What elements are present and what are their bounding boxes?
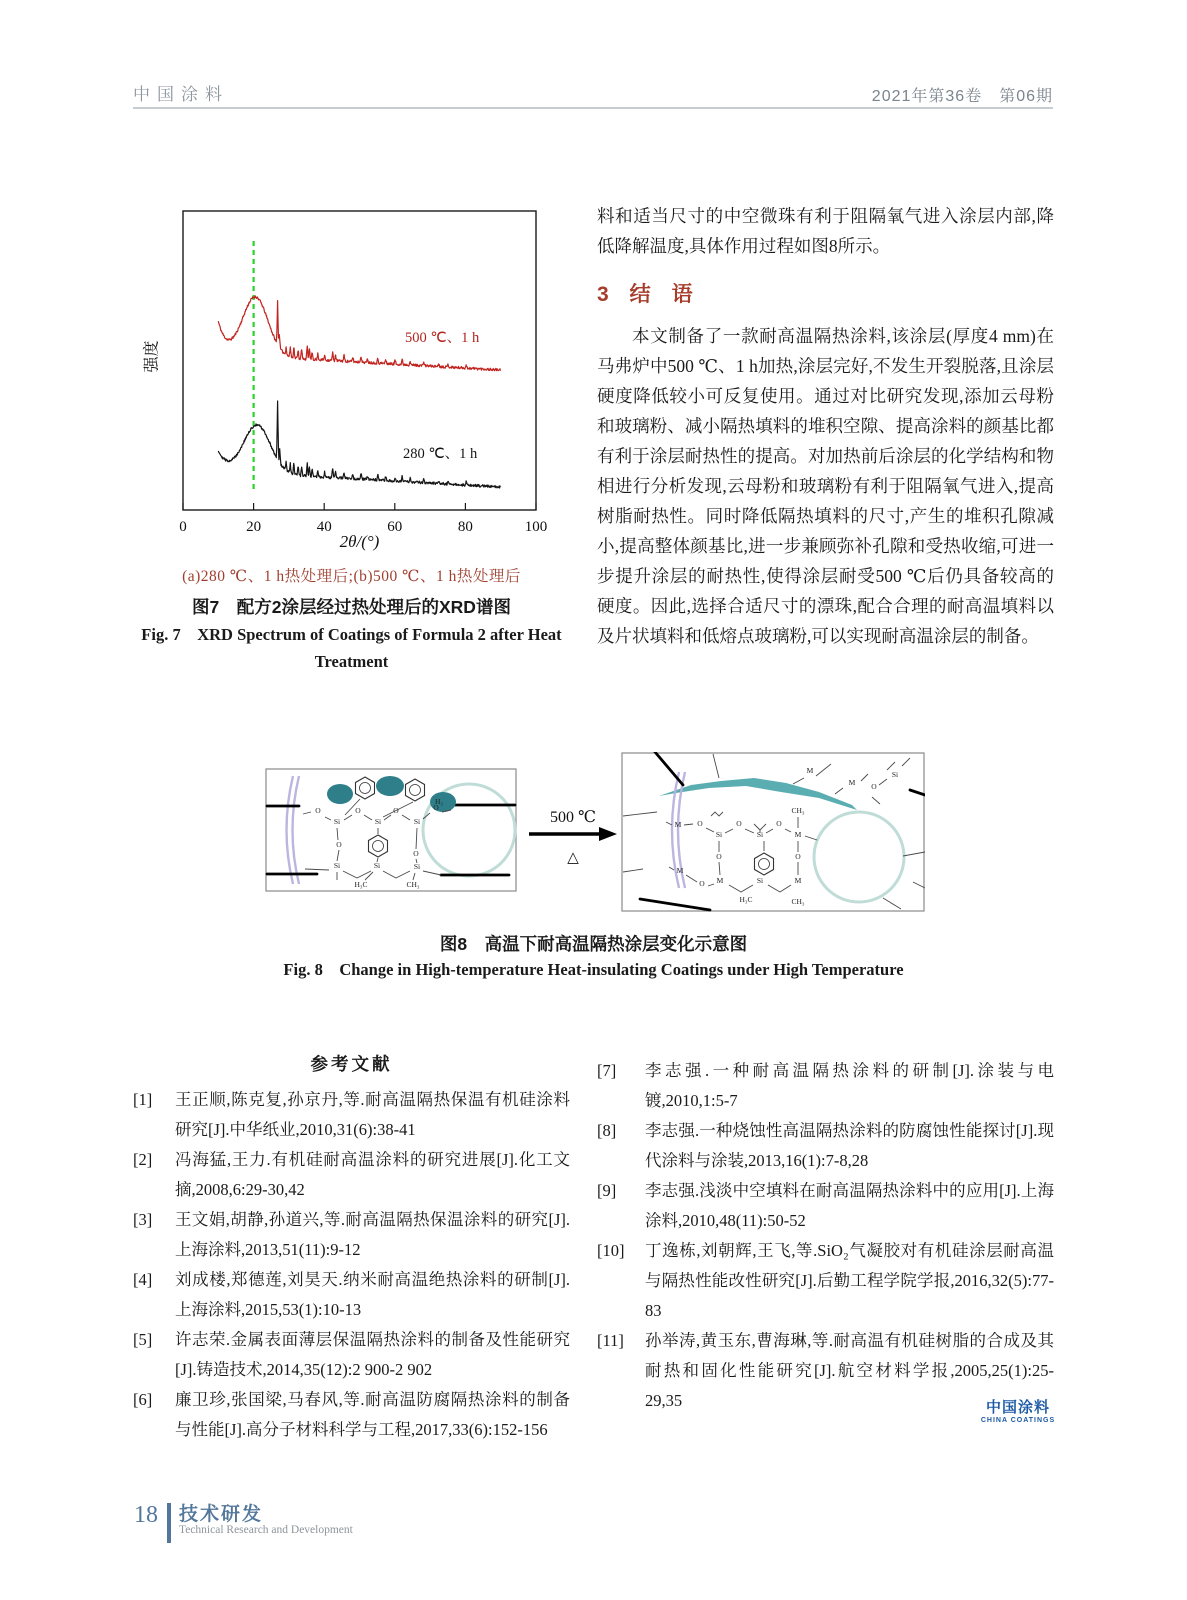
axis-tick-label: 0 — [179, 519, 187, 535]
reference-item — [133, 1205, 570, 1265]
chem-label: O — [795, 852, 801, 861]
chem-label: O — [871, 782, 877, 791]
reference-number: [7] — [597, 1061, 617, 1080]
figure7-caption-zh: 图7 配方2涂层经过热处理后的XRD谱图 — [192, 597, 511, 617]
reference-text: 李志强.一种耐高温隔热涂料的研制[J].涂装与电镀,2010,1:5-7 — [645, 1061, 1054, 1110]
chem-label: CH₃ — [406, 880, 420, 889]
axis-tick-label: 20 — [246, 519, 262, 535]
publisher-logo — [978, 1400, 1058, 1424]
chem-label: CH₃ — [791, 806, 805, 815]
references-left-column — [133, 1085, 570, 1445]
xrd-curve — [218, 401, 500, 488]
reference-text: 孙举涛,黄玉东,曹海琳,等.耐高温有机硅树脂的合成及其耐热和固化性能研究[J].航空材料学报,2005,25(1):25-29,35 — [645, 1331, 1054, 1410]
chem-label: Si — [373, 861, 381, 870]
chem-label: Si — [413, 862, 421, 871]
figure7-caption-en: Fig. 7 XRD Spectrum of Coatings of Formula 2 after Heat Treatment — [141, 625, 562, 671]
footer-column-en: Technical Research and Development — [179, 1524, 353, 1536]
xrd-plot — [159, 201, 559, 546]
reference-number: [4] — [133, 1270, 153, 1289]
plot-border — [183, 211, 536, 510]
reference-item — [133, 1145, 570, 1205]
chem-label: H₃C — [739, 895, 753, 904]
axis-tick-label: 60 — [387, 519, 403, 535]
logo-text-en: CHINA COATINGS — [980, 1416, 1056, 1424]
chem-label: Si — [333, 861, 341, 870]
chem-label: H₃C — [354, 880, 368, 889]
reference-number: [9] — [597, 1181, 617, 1200]
chem-label: M — [674, 820, 682, 829]
reference-number: [6] — [133, 1390, 153, 1409]
reference-text: 王文娟,胡静,孙道兴,等.耐高温隔热保温涂料的研究[J].上海涂料,2013,51(11):9-12 — [175, 1210, 570, 1259]
footer-divider — [167, 1503, 171, 1543]
figure8 — [265, 745, 925, 915]
reference-text: 廉卫珍,张国梁,马春风,等.耐高温防腐隔热涂料的制备与性能[J].高分子材料科学与工程,2017,33(6):152-156 — [175, 1390, 570, 1439]
x-axis-label: 2θ/(°) — [339, 532, 380, 551]
chem-label: O — [736, 819, 742, 828]
chem-label: Si — [715, 830, 723, 839]
chem-label: O — [776, 819, 782, 828]
reference-item — [133, 1325, 570, 1385]
benzene-ring — [369, 835, 388, 857]
conclusion-paragraph: 本文制备了一款耐高温隔热涂料,该涂层(厚度4 mm)在马弗炉中500 ℃、1 h加热,涂层完好,不发生开裂脱落,且涂层硬度降低较小可反复使用。通过对比研究发现,添加云母粉和玻璃粉、减小隔热填料的堆积空隙、提高涂料的颜基比都有利于涂层耐热性的提高。对加热前后涂层的化学结构和物相进行分析发现,云母粉和玻璃粉有利于阻隔氧气进入,提高树脂耐热性。同时降低隔热填料的尺寸,产生的堆积孔隙减小,提高整体颜基比,进一步兼顾弥补孔隙和受热收缩,可进一步提升涂层的耐热性,使得涂层耐受500 ℃后仍具备较高的硬度。因此,选择合适尺寸的漂珠,配合合理的耐高温填料以及片状填料和低熔点玻璃粉,可以实现耐高温涂层的制备。 — [597, 326, 1054, 646]
reference-number: [5] — [133, 1330, 153, 1349]
chem-label: Si — [413, 817, 421, 826]
reference-text: 丁逸栋,刘朝辉,王飞,等.SiO₂气凝胶对有机硅涂层耐高温与隔热性能改性研究[J].后勤工程学院学报,2016,32(5):77-83 — [645, 1241, 1054, 1320]
chem-label: O — [393, 806, 399, 815]
reference-number: [2] — [133, 1150, 153, 1169]
chem-label: M — [806, 766, 814, 775]
figure8-caption-zh: 图8 高温下耐高温隔热涂层变化示意图 — [439, 934, 748, 954]
page-number: 18 — [134, 1502, 158, 1528]
axis-tick-label: 100 — [524, 519, 548, 535]
arrow-temperature-label: 500 ℃ — [550, 809, 596, 826]
chem-label: O — [433, 803, 439, 812]
chem-label: M — [794, 876, 802, 885]
reference-item — [133, 1385, 570, 1445]
section-heading: 3 结 语 — [597, 283, 693, 306]
filler-particle — [327, 784, 353, 804]
reference-item — [597, 1056, 1054, 1116]
reference-text: 许志荣.金属表面薄层保温隔热涂料的制备及性能研究[J].铸造技术,2014,35(12):2 900-2 902 — [175, 1330, 570, 1379]
filler-particle — [376, 776, 404, 796]
paragraph-continuation: 料和适当尺寸的中空微珠有利于阻隔氧气进入涂层内部,降低降解温度,具体作用过程如图8所示。 — [597, 206, 1054, 256]
chem-label: Si — [891, 770, 899, 779]
reaction-arrow-group — [527, 807, 619, 867]
reference-number: [10] — [597, 1241, 625, 1260]
curve-label: 500 ℃、1 h — [405, 330, 480, 346]
chem-label: Si — [333, 817, 341, 826]
figure8-left-panel — [265, 768, 517, 892]
panel-border — [622, 753, 924, 911]
chem-label: CH₃ — [791, 897, 805, 906]
header-rule — [133, 107, 1053, 109]
chem-label: M — [676, 866, 684, 875]
right-arrow-icon — [527, 827, 619, 841]
reference-text: 冯海猛,王力.有机硅耐高温涂料的研究进展[J].化工文摘,2008,6:29-30,42 — [175, 1150, 570, 1199]
figure8-right-panel — [621, 752, 925, 912]
reference-text: 李志强.一种烧蚀性高温隔热涂料的防腐蚀性能探讨[J].现代涂料与涂装,2013,16(1):7-8,28 — [645, 1121, 1054, 1170]
curve-label: 280 ℃、1 h — [403, 446, 478, 462]
reference-item — [597, 1236, 1054, 1326]
reference-item — [133, 1265, 570, 1325]
chem-label: O — [336, 840, 342, 849]
chem-label: Si — [756, 830, 764, 839]
journal-title: 中国涂料 — [133, 85, 229, 104]
chem-label: O — [413, 849, 419, 858]
benzene-ring — [755, 853, 774, 875]
heat-triangle-icon: △ — [567, 850, 579, 866]
chem-label: O — [315, 806, 321, 815]
reference-text: 王正顺,陈克复,孙京丹,等.耐高温隔热保温有机硅涂料研究[J].中华纸业,2010,31(6):38-41 — [175, 1090, 570, 1139]
chem-label: M — [716, 876, 724, 885]
axis-tick-label: 80 — [457, 519, 473, 535]
chem-label: Si — [374, 817, 382, 826]
reference-number: [1] — [133, 1090, 153, 1109]
chem-label: O — [355, 806, 361, 815]
axis-tick-label: 40 — [316, 519, 332, 535]
chem-label: O — [699, 879, 705, 888]
benzene-ring — [406, 779, 425, 801]
reference-number: [3] — [133, 1210, 153, 1229]
chem-label: O — [697, 819, 703, 828]
logo-text-zh: 中国涂料 — [985, 1399, 1050, 1416]
chem-label: O — [716, 852, 722, 861]
chem-label: M — [848, 778, 856, 787]
reference-text: 刘成楼,郑德莲,刘昊天.纳米耐高温绝热涂料的研制[J].上海涂料,2015,53(1):10-13 — [175, 1270, 570, 1319]
figure7-subcaption: (a)280 ℃、1 h热处理后;(b)500 ℃、1 h热处理后 — [182, 568, 521, 585]
reference-number: [8] — [597, 1121, 617, 1140]
chem-label: H₃ — [434, 797, 444, 806]
footer-column-zh: 技术研发 — [179, 1504, 264, 1525]
references-right-column — [597, 1056, 1054, 1416]
chem-label: Si — [756, 876, 764, 885]
reference-item — [597, 1176, 1054, 1236]
issue-info: 2021年第36卷 第06期 — [871, 88, 1053, 105]
y-axis-label: 强度 — [143, 340, 161, 373]
references-heading: 参考文献 — [310, 1054, 393, 1074]
benzene-ring — [356, 777, 375, 799]
reference-number: [11] — [597, 1331, 624, 1350]
chem-label: M — [794, 830, 802, 839]
figure8-caption-en: Fig. 8 Change in High-temperature Heat-insulating Coatings under High Temperature — [283, 960, 904, 979]
reference-item — [133, 1085, 570, 1145]
reference-item — [597, 1116, 1054, 1176]
reference-text: 李志强.浅淡中空填料在耐高温隔热涂料中的应用[J].上海涂料,2010,48(11):50-52 — [645, 1181, 1054, 1230]
